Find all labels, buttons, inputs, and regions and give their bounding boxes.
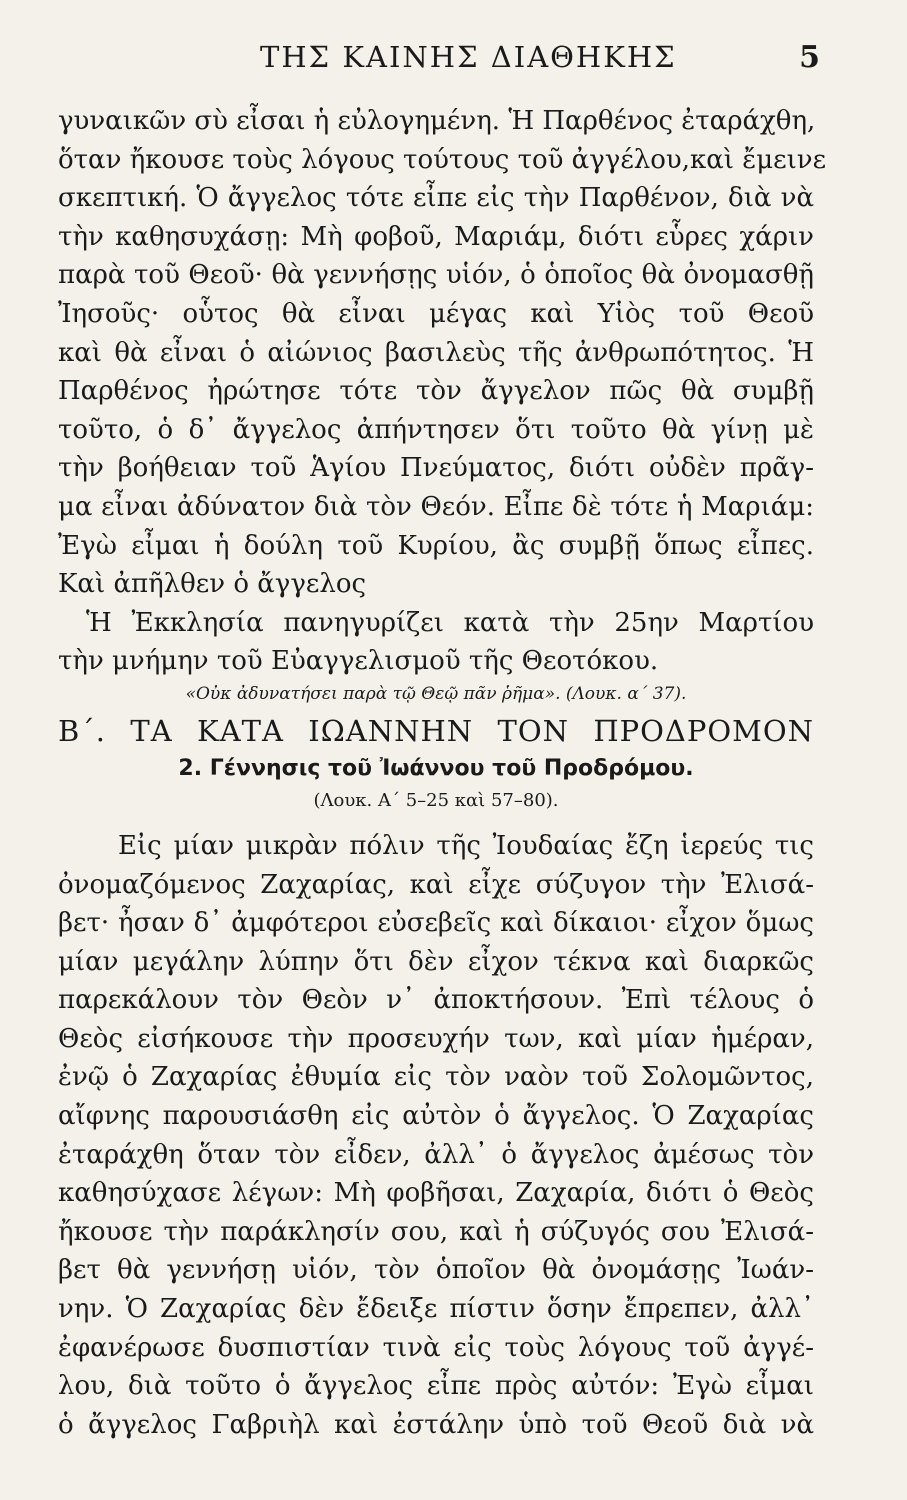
text-line: ἐφανέρωσε δυσπιστίαν τινὰ εἰς τοὺς λόγους τοῦ ἀγγέ- — [58, 1332, 814, 1363]
paragraph-annunciation — [58, 102, 827, 604]
paragraph-zacharias — [58, 827, 814, 1445]
text-line: τὴν μνήμην τοῦ Εὐαγγελισμοῦ τῆς Θεοτόκου. — [58, 646, 659, 677]
text-line: ὀνομαζόμενος Ζαχαρίας, καὶ εἶχε σύζυγον τὴν Ἐλισά- — [58, 869, 814, 900]
page-header — [60, 40, 820, 90]
text-line: ὁ ἄγγελος Γαβριὴλ καὶ ἐστάλην ὑπὸ τοῦ Θεοῦ διὰ νὰ — [58, 1409, 814, 1440]
text-line: τὴν καθησυχάσῃ: Μὴ φοβοῦ, Μαριάμ, διότι εὗρες χάριν — [58, 221, 814, 252]
text-line: σκεπτική. Ὁ ἄγγελος τότε εἶπε εἰς τὴν Παρθένον, διὰ νὰ — [58, 183, 814, 214]
page-number: 5 — [799, 40, 820, 75]
text-line: παρεκάλουν τὸν Θεὸν ν᾽ ἀποκτήσουν. Ἐπὶ τέλους ὁ — [58, 985, 814, 1016]
text-line: Παρθένος ἠρώτησε τότε τὸν ἄγγελον πῶς θὰ συμβῇ — [58, 376, 814, 407]
text-line: νην. Ὁ Ζαχαρίας δὲν ἔδειξε πίστιν ὅσην ἔπρεπεν, ἀλλ᾽ — [58, 1294, 814, 1325]
page-body — [58, 102, 827, 1444]
text-line: ἤκουσε τὴν παράκλησίν σου, καὶ ἡ σύζυγός σου Ἐλισά- — [58, 1216, 814, 1247]
running-title: ΤΗΣ ΚΑΙΝΗΣ ΔΙΑΘΗΚΗΣ — [260, 40, 677, 74]
text-line: βετ θὰ γεννήσῃ υἱόν, τὸν ὁποῖον θὰ ὀνομάσῃς Ἰωάν- — [58, 1255, 814, 1286]
scripture-quote: «Οὐκ ἀδυνατήσει παρὰ τῷ Θεῷ πᾶν ῥῆμα». (Λουκ. α΄ 37). — [185, 683, 687, 704]
text-line: τοῦτο, ὁ δ᾽ ἄγγελος ἀπήντησεν ὅτι τοῦτο θὰ γίνῃ μὲ — [58, 414, 814, 445]
text-line: Ἐγὼ εἶμαι ἡ δούλη τοῦ Κυρίου, ἂς συμβῇ ὅπως εἶπες. — [58, 530, 814, 561]
text-line: αἴφνης παρουσιάσθη εἰς αὐτὸν ὁ ἄγγελος. Ὁ Ζαχαρίας — [58, 1101, 814, 1132]
text-line: τὴν βοήθειαν τοῦ Ἁγίου Πνεύματος, διότι οὐδὲν πρᾶγ- — [58, 453, 814, 484]
text-line: Καὶ ἀπῆλθεν ὁ ἄγγελος — [58, 569, 367, 600]
text-line: καὶ θὰ εἶναι ὁ αἰώνιος βασιλεὺς τῆς ἀνθρωπότητος. Ἡ — [58, 337, 814, 368]
text-line: Ἰησοῦς· οὗτος θὰ εἶναι μέγας καὶ Υἱὸς τοῦ Θεοῦ — [58, 298, 814, 329]
text-line: ἐνῷ ὁ Ζαχαρίας ἐθυμία εἰς τὸν ναὸν τοῦ Σολομῶντος, — [58, 1062, 814, 1093]
section-heading: Β΄. ΤΑ ΚΑΤΑ ΙΩΑΝΝΗΝ ΤΟΝ ΠΡΟΔΡΟΜΟΝ — [58, 713, 814, 748]
scripture-reference: (Λουκ. Α΄ 5–25 καὶ 57–80). — [313, 789, 559, 811]
text-line: βετ· ἦσαν δ᾽ ἀμφότεροι εὐσεβεῖς καὶ δίκαιοι· εἶχον ὅμως — [58, 908, 814, 939]
text-line: ἐταράχθη ὅταν τὸν εἶδεν, ἀλλ᾽ ὁ ἄγγελος ἀμέσως τὸν — [58, 1139, 814, 1170]
text-line: λου, διὰ τοῦτο ὁ ἄγγελος εἶπε πρὸς αὐτόν: Ἐγὼ εἶμαι — [58, 1371, 814, 1402]
text-line: μίαν μεγάλην λύπην ὅτι δὲν εἶχον τέκνα καὶ διαρκῶς — [58, 946, 814, 977]
text-line: Εἰς μίαν μικρὰν πόλιν τῆς Ἰουδαίας ἔζη ἱερεύς τις — [118, 830, 814, 861]
text-line: καθησύχασε λέγων: Μὴ φοβῆσαι, Ζαχαρία, διότι ὁ Θεὸς — [58, 1178, 814, 1209]
text-line: μα εἶναι ἀδύνατον διὰ τὸν Θεόν. Εἶπε δὲ τότε ἡ Μαριάμ: — [58, 491, 814, 522]
text-line: Ἡ Ἐκκλησία πανηγυρίζει κατὰ τὴν 25ην Μαρτίου — [86, 607, 814, 638]
chapter-subheading: 2. Γέννησις τοῦ Ἰωάννου τοῦ Προδρόμου. — [178, 755, 694, 781]
text-line: Θεὸς εἰσήκουσε τὴν προσευχήν των, καὶ μίαν ἡμέραν, — [58, 1023, 814, 1054]
feast-note — [58, 604, 814, 681]
text-line: παρὰ τοῦ Θεοῦ· θὰ γεννήσῃς υἱόν, ὁ ὁποῖος θὰ ὀνομασθῇ — [58, 260, 814, 291]
text-line: ὅταν ἤκουσε τοὺς λόγους τούτους τοῦ ἀγγέλου,καὶ ἔμεινε — [58, 144, 827, 175]
text-line: γυναικῶν σὺ εἶσαι ἡ εὐλογημένη. Ἡ Παρθένος ἐταράχθη, — [58, 106, 816, 136]
